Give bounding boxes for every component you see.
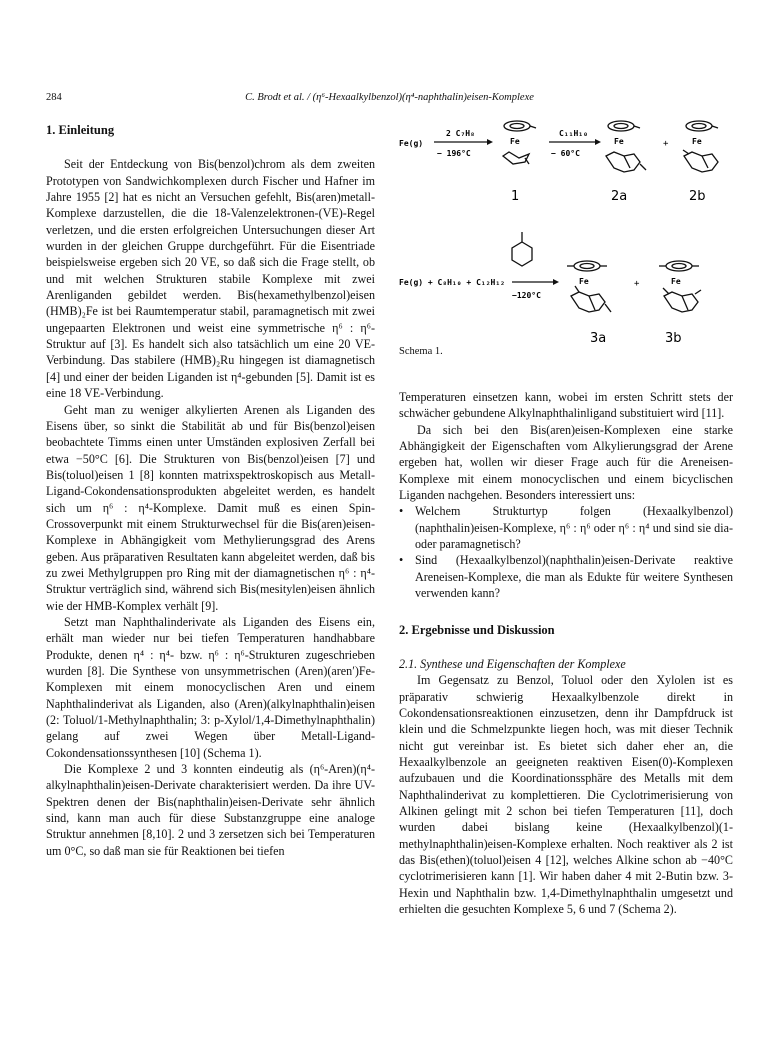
- reagent-methylnaphthalene: C₁₁H₁₀: [559, 129, 588, 138]
- left-column: [46, 122, 375, 859]
- section-heading-results: 2. Ergebnisse und Diskussion: [399, 623, 555, 638]
- complex-2a-structure: [606, 121, 646, 172]
- compound-label-3b: 3b: [665, 331, 682, 346]
- iron-label: Fe: [614, 137, 624, 146]
- iron-label: Fe: [510, 137, 520, 146]
- paragraph-continued: Temperaturen einsetzen kann, wobei im ersten Schritt stets der schwächer gebundene Alkylnaphthalinligand substituiert wird [11].: [399, 390, 733, 421]
- running-title: C. Brodt et al. / (η⁶-Hexaalkylbenzol)(η⁴-naphthalin)eisen-Komplexe: [245, 92, 534, 103]
- page-number: 284: [46, 92, 62, 103]
- plus-sign: +: [663, 139, 669, 149]
- complex-3b-structure: [659, 261, 701, 312]
- reaction-scheme: [399, 114, 733, 364]
- arrow-head: [595, 139, 601, 145]
- bullet-symbol: •: [399, 553, 404, 568]
- paragraph: Seit der Entdeckung von Bis(benzol)chrom als dem zweiten Prototypen von Sandwichkomplexen durch Fischer und Hafner im Jahre 1955 [2] hat es nicht an Versuchen gefehlt, Bis(aren)metall-Komplexe darzustellen, die die 18-Valenzelektronen-(VE)-Regel verletzen, und die ersten erfolgreichen Untersuchungen dieser Art wurden in der gleichen Gruppe durchgeführt. Für die Eisentriade beispielsweise ergeben sich 20 VE, so daß sich die Frage stellt, ob und mit welchen Strukturen stabile Komplexe mit zwei Arenliganden gebildet werden. Bis(hexamethylbenzol)eisen (HMB)₂Fe ist bei Raumtemperatur stabil, paramagnetisch mit zwei ungepaarten Elektronen und weist eine symmetrische η⁶ : η⁶-Struktur auf [3]. Es handelt sich also tatsächlich um eine 20 VE-Verbindung. Das stabilere (HMB)₂Ru hingegen ist diamagnetisch [4] und einer der beiden Liganden ist η⁴-gebunden [5]. Damit ist es eine 18 VE-Verbindung.: [46, 157, 375, 401]
- compound-label-3a: 3a: [590, 331, 607, 346]
- cyclohexadiene-structure: [512, 232, 532, 266]
- bullet-text: Sind (Hexaalkylbenzol)(naphthalin)eisen-Derivate reaktive Areneisen-Komplexe, die man als Edukte für weitere Synthesen verwenden kann?: [415, 553, 733, 601]
- temperature-condition: − 60°C: [551, 149, 580, 158]
- complex-3a-structure: [567, 261, 611, 312]
- paragraph: Da sich bei den Bis(aren)eisen-Komplexen eine starke Abhängigkeit der Eigenschaften vom Alkylierungsgrad der Arene ergeben hat, wollen wir dieser Frage auch für die Areneisen-Komplexe mit einem monocyclischen und einem bicyclischen Liganden nachgehen. Besonders interessiert uns:: [399, 422, 733, 503]
- plus-sign: +: [634, 279, 640, 289]
- compound-label-2a: 2a: [611, 189, 628, 204]
- scheme-1-figure: [399, 114, 733, 364]
- section-heading-introduction: 1. Einleitung: [46, 123, 115, 137]
- paragraph: Die Komplexe 2 und 3 konnten eindeutig als (η⁶-Aren)(η⁴-alkylnaphthalin)eisen-Derivate charakterisiert werden. Da ihre UV-Spektren denen der Bis(naphthalin)eisen-Derivate sehr ähnlich sind, kann man auch für diese Substanzgruppe eine analoge Struktur annehmen [8,10]. 2 und 3 zersetzen sich bei Temperaturen um 0°C, so daß man sie für Reaktionen bei tiefen: [46, 762, 375, 858]
- compound-label-2b: 2b: [689, 189, 706, 204]
- paragraph: Im Gegensatz zu Benzol, Toluol oder den Xylolen ist es präparativ schwierig Hexaalkylbenzole direkt in Cokondensationsreaktionen einzusetzen, denn ihr Dampfdruck ist klein und die Schmelzpunkte liegen hoch, was mit dieser Technik nicht gut vereinbar ist. Es bietet sich daher eher an, die Hexaalkylbenzole an geeigneten reaktiven Eisen(0)-Komplexen aufzubauen und die Koordinationssphäre des Metalls mit dem Naphthalinderivat zu komplettieren. Die Cyclotrimerisierung von Alkinen gelingt mit 2 schon bei tiefen Temperaturen [11], doch wurden dabei bislang keine (Hexaalkylbenzol)(1-methylnaphthalin)eisen-Komplexe erhalten. Noch reaktiver als 2 ist das Bis(ethen)(toluol)eisen 4 [12], welches Alkine schon ab −40°C cyclotrimerisieren kann [1]. Wir haben daher 4 mit 2-Butin bzw. 3-Hexin und Naphthalin bzw. 1,4-Dimethylnaphthalin umgesetzt und erhielten die gesuchten Komplexe 5, 6 und 7 (Schema 2).: [399, 673, 733, 916]
- iron-label: Fe: [692, 137, 702, 146]
- right-column: [399, 389, 733, 917]
- bullet-text: Welchem Strukturtyp folgen (Hexaalkylbenzol)(naphthalin)eisen-Komplexe, η⁶ : η⁶ oder η⁶ : η⁴ und sind sie dia- oder paramagnetisch?: [415, 504, 733, 552]
- complex-2b-structure: [683, 121, 718, 172]
- iron-label: Fe: [579, 277, 589, 286]
- paragraph: Setzt man Naphthalinderivate als Liganden des Eisens ein, erhält man wieder nur bei tiefen Temperaturen handhabbare Produkte, denen η⁴ : η⁴- bzw. η⁶ : η⁶-Strukturen zugeschrieben wurden [8]. Die Synthese von unsymmetrischen (Aren)(aren′)Fe-Komplexen mit einem monocyclischen Aren und einem Naphthalinderivat als Liganden, also (Aren)(alkylnaphthalin)eisen (2: Toluol/1-Methylnaphthalin; 3: p-Xylol/1,4-Dimethylnaphthalin) gelang auf zwei Wegen über Metall-Ligand-Cokondensationssynthesen [10] (Schema 1).: [46, 614, 375, 760]
- reactants-row2: Fe(g) + C₈H₁₀ + C₁₂H₁₂: [399, 278, 505, 287]
- paragraph: Geht man zu weniger alkylierten Arenen als Liganden des Eisens über, so sinkt die Stabilität ab und für Bis(benzol)eisen beobachtete Timms einen unter Umständen explosiven Zerfall bei etwa −50°C [6]. Die Strukturen von Bis(benzol)eisen [7] und Bis(toluol)eisen 1 [8] konnten matrixspektroskopisch aus Metall-Ligand-Cokondensationsprodukten abgeleitet werden, es handelt sich um η⁶ : η⁴-Komplexe. Damit muß es einen Spin-Crossoverpunkt mit einem Strukturwechsel für die Bis(aren)eisen-Komplexe in Abhängigkeit vom Methylierungsgrad des Arens geben. Aus präparativen Resultaten kann abgeleitet werden, daß bis zu zwei Methylgruppen pro Ring mit der diamagnetischen η⁶ : η⁴-Struktur verträglich sind, während sich Bis(mesitylen)eisen ähnlich wie der HMB-Komplex verhält [9].: [46, 402, 375, 613]
- bullet-item: [399, 552, 733, 601]
- arrow-head: [487, 139, 493, 145]
- running-header: [46, 92, 733, 106]
- subsection-heading: 2.1. Synthese und Eigenschaften der Komplexe: [399, 656, 626, 671]
- reagent-toluene: 2 C₇H₈: [446, 129, 475, 138]
- temperature-condition: − 196°C: [437, 149, 471, 158]
- arrow-head: [553, 279, 559, 285]
- reactant-fe-gas: Fe(g): [399, 139, 424, 148]
- temperature-condition: −120°C: [512, 291, 541, 300]
- iron-label: Fe: [671, 277, 681, 286]
- bullet-symbol: •: [399, 504, 404, 519]
- scheme-caption: Schema 1.: [399, 346, 443, 357]
- compound-label-1: 1: [511, 189, 520, 204]
- bullet-item: [399, 503, 733, 552]
